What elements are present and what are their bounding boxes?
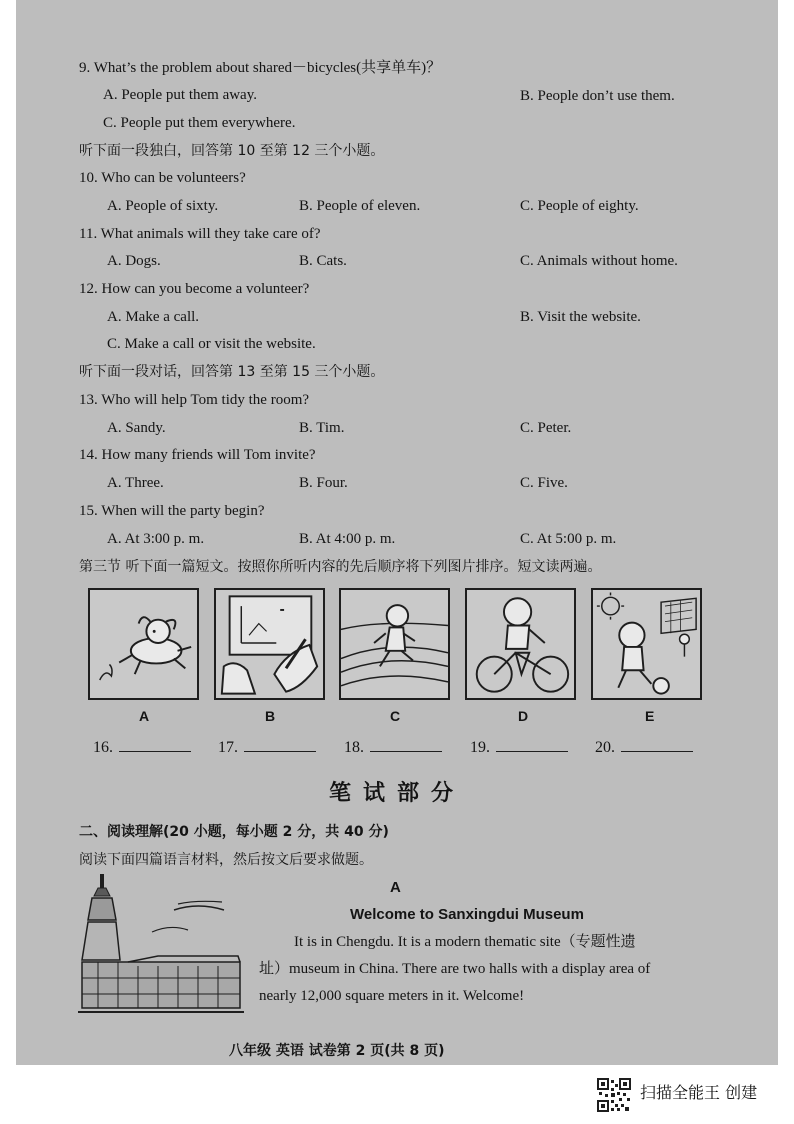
q14-option-c: C. Five.	[520, 475, 568, 491]
question-11: 11. What animals will they take care of?	[79, 226, 321, 242]
page-footer: 八年级 英语 试卷第 2 页(共 8 页)	[229, 1043, 445, 1059]
question-12: 12. How can you become a volunteer?	[79, 281, 310, 297]
question-14: 14. How many friends will Tom invite?	[79, 447, 316, 463]
picture-label-e: E	[645, 708, 655, 724]
cycling-boy-icon	[467, 590, 574, 698]
q14-option-a: A. Three.	[107, 475, 164, 491]
q13-option-a: A. Sandy.	[107, 420, 166, 436]
answer-blank-20[interactable]: 20.	[595, 737, 693, 757]
passage-a-line-2: 址）museum in China. There are two halls with a display area of	[259, 961, 651, 977]
question-10: 10. Who can be volunteers?	[79, 170, 246, 186]
reading-header: 二、阅读理解(20 小题，每小题 2 分，共 40 分)	[79, 824, 389, 840]
q11-option-b: B. Cats.	[299, 253, 347, 269]
picture-a-running-dog	[88, 588, 199, 700]
q9-option-a: A. People put them away.	[103, 87, 257, 103]
q10-option-a: A. People of sixty.	[107, 198, 219, 214]
picture-label-a: A	[139, 708, 150, 724]
passage-a-title: Welcome to Sanxingdui Museum	[350, 906, 584, 923]
q9-option-c: C. People put them everywhere.	[103, 115, 296, 131]
passage-a-letter: A	[390, 879, 401, 896]
section-intro-13-15: 听下面一段对话，回答第 13 至第 15 三个小题。	[79, 364, 385, 380]
museum-illustration	[78, 870, 244, 1018]
q14-option-b: B. Four.	[299, 475, 348, 491]
picture-label-c: C	[390, 708, 401, 724]
question-15: 15. When will the party begin?	[79, 503, 265, 519]
picture-label-b: B	[265, 708, 276, 724]
writing-hand-graph-icon	[216, 590, 323, 698]
q15-option-c: C. At 5:00 p. m.	[520, 531, 617, 547]
q12-option-a: A. Make a call.	[107, 309, 200, 325]
q10-option-c: C. People of eighty.	[520, 198, 639, 214]
q15-option-b: B. At 4:00 p. m.	[299, 531, 396, 547]
q11-option-a: A. Dogs.	[107, 253, 161, 269]
q12-option-c: C. Make a call or visit the website.	[107, 336, 316, 352]
answer-blank-16[interactable]: 16.	[93, 737, 191, 757]
written-section-title: 笔试部分	[328, 781, 465, 806]
soccer-boy-icon	[593, 590, 700, 698]
q11-option-c: C. Animals without home.	[520, 253, 678, 269]
answer-blank-17[interactable]: 17.	[218, 737, 316, 757]
running-dog-icon	[90, 590, 197, 698]
picture-b-writing-hand	[214, 588, 325, 700]
museum-pagoda-icon	[78, 870, 244, 1018]
passage-a-line-3: nearly 12,000 square meters in it. Welcome!	[259, 988, 525, 1004]
running-boy-icon	[341, 590, 448, 698]
scanner-watermark: 扫描全能王 创建	[640, 1083, 758, 1102]
q9-option-b: B. People don’t use them.	[520, 88, 675, 104]
section-intro-10-12: 听下面一段独白，回答第 10 至第 12 三个小题。	[79, 143, 385, 159]
picture-label-d: D	[518, 708, 529, 724]
question-13: 13. Who will help Tom tidy the room?	[79, 392, 310, 408]
answer-blank-19[interactable]: 19.	[470, 737, 568, 757]
qr-code-icon	[597, 1078, 631, 1112]
answer-blank-18[interactable]: 18.	[344, 737, 442, 757]
passage-a-line-1: It is in Chengdu. It is a modern thematic site（专题性遗	[294, 934, 636, 950]
reading-instruction: 阅读下面四篇语言材料，然后按文后要求做题。	[79, 852, 373, 868]
question-9: 9. What’s the problem about shared－bicycles(共享单车)？	[79, 60, 442, 76]
picture-d-cycling-boy	[465, 588, 576, 700]
q15-option-a: A. At 3:00 p. m.	[107, 531, 205, 547]
q13-option-b: B. Tim.	[299, 420, 345, 436]
q12-option-b: B. Visit the website.	[520, 309, 641, 325]
section-3-instruction: 第三节 听下面一篇短文。按照你所听内容的先后顺序将下列图片排序。短文读两遍。	[79, 559, 602, 575]
q10-option-b: B. People of eleven.	[299, 198, 421, 214]
picture-c-running-boy	[339, 588, 450, 700]
picture-e-soccer-boy	[591, 588, 702, 700]
q13-option-c: C. Peter.	[520, 420, 572, 436]
